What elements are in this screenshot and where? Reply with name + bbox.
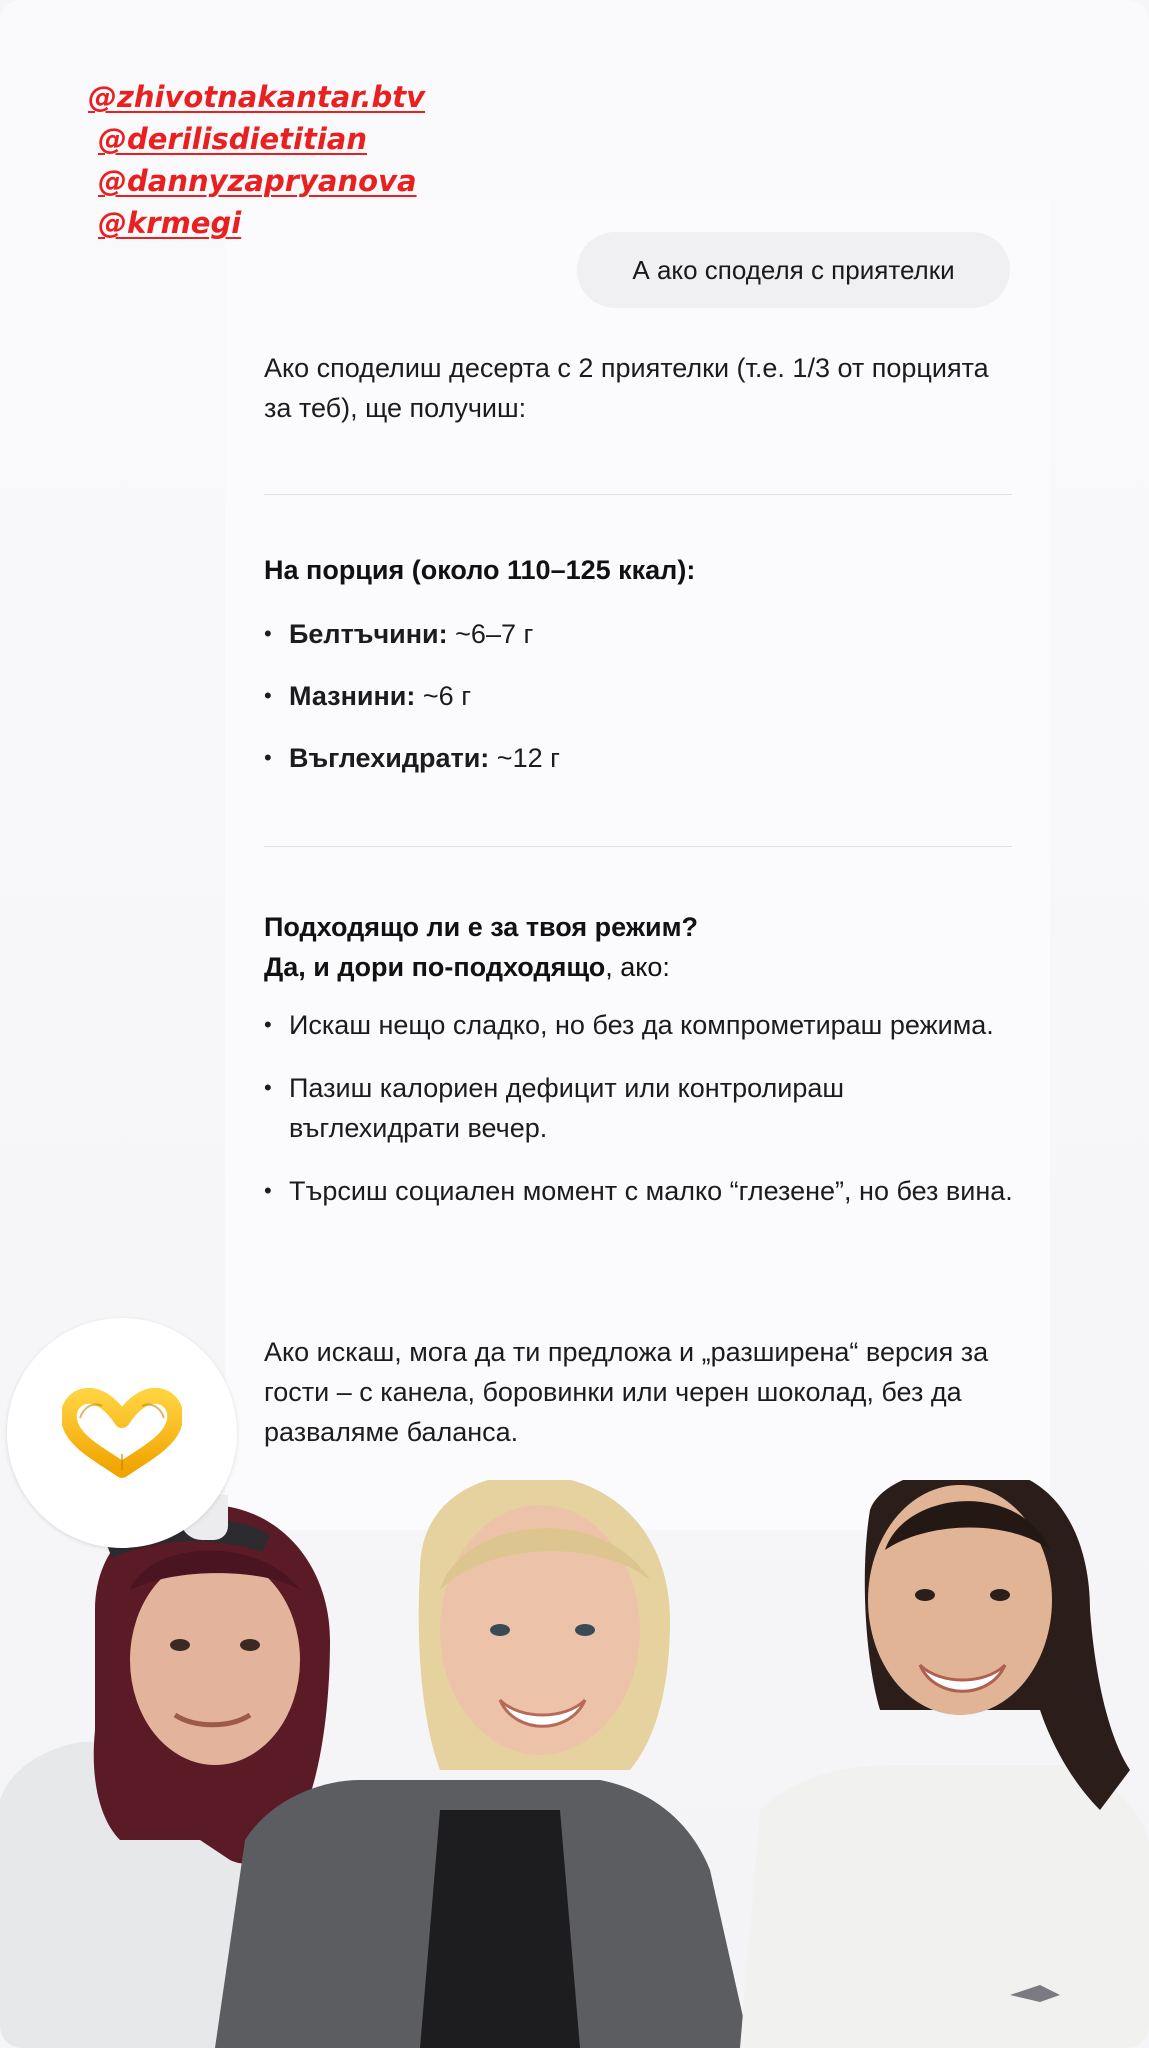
macro-value: ~6 г [415, 681, 472, 711]
mention-stickers [88, 76, 425, 244]
list-item [264, 1171, 1014, 1211]
macro-label: Въглехидрати: [289, 743, 490, 773]
bullet-icon: • [264, 683, 272, 708]
list-item [264, 1068, 1014, 1148]
fit-question: Подходящо ли е за твоя режим? [264, 912, 699, 942]
list-item [264, 614, 1014, 654]
fit-answer [264, 952, 670, 982]
portion-heading: На порция (около 110–125 ккал): [264, 555, 696, 585]
fit-answer-bold: Да, и дори по-подходящо [264, 952, 606, 982]
reason-text: Искаш нещо сладко, но без да компрометираш режима. [289, 1010, 994, 1040]
list-item [264, 738, 1014, 778]
group-photo [0, 1480, 1149, 2048]
reasons-list [264, 1005, 1014, 1234]
heart-hands-icon [62, 1388, 182, 1478]
bullet-icon: • [264, 1012, 272, 1037]
bullet-icon: • [264, 1075, 272, 1100]
list-item [264, 676, 1014, 716]
macro-value: ~6–7 г [447, 619, 534, 649]
fit-answer-rest: , ако: [605, 952, 670, 982]
bullet-icon: • [264, 1178, 272, 1203]
divider [264, 494, 1012, 495]
macro-label: Мазнини: [289, 681, 416, 711]
bullet-icon: • [264, 745, 272, 770]
mention-krmegi[interactable]: @krmegi [98, 206, 242, 240]
macro-label: Белтъчини: [289, 619, 448, 649]
macros-list [264, 614, 1014, 800]
user-message-bubble [577, 232, 1010, 308]
mention-derilisdietitian[interactable]: @derilisdietitian [98, 122, 368, 156]
reaction-sticker[interactable] [7, 1318, 237, 1548]
user-message-text: А ако споделя с приятелки [632, 254, 955, 285]
bullet-icon: • [264, 621, 272, 646]
mention-zhivotnakantar[interactable]: @zhivotnakantar.btv [88, 80, 426, 114]
mention-dannyzapryanova[interactable]: @dannyzapryanova [98, 164, 417, 198]
fit-section-heading [264, 907, 698, 987]
divider [264, 846, 1012, 847]
answer-intro: Ако споделиш десерта с 2 приятелки (т.е. 1/3 от порцията за теб), ще получиш: [264, 353, 989, 423]
reason-text: Пазиш калориен дефицит или контролираш въглехидрати вечер. [289, 1073, 845, 1143]
reason-text: Търсиш социален момент с малко “глезене”, но без вина. [289, 1176, 1013, 1206]
list-item [264, 1005, 1014, 1045]
macro-value: ~12 г [489, 743, 560, 773]
answer-closing: Ако искаш, мога да ти предложа и „разширена“ версия за гости – с канела, боровинки или черен шоколад, без да разваляме баланса. [264, 1337, 989, 1447]
